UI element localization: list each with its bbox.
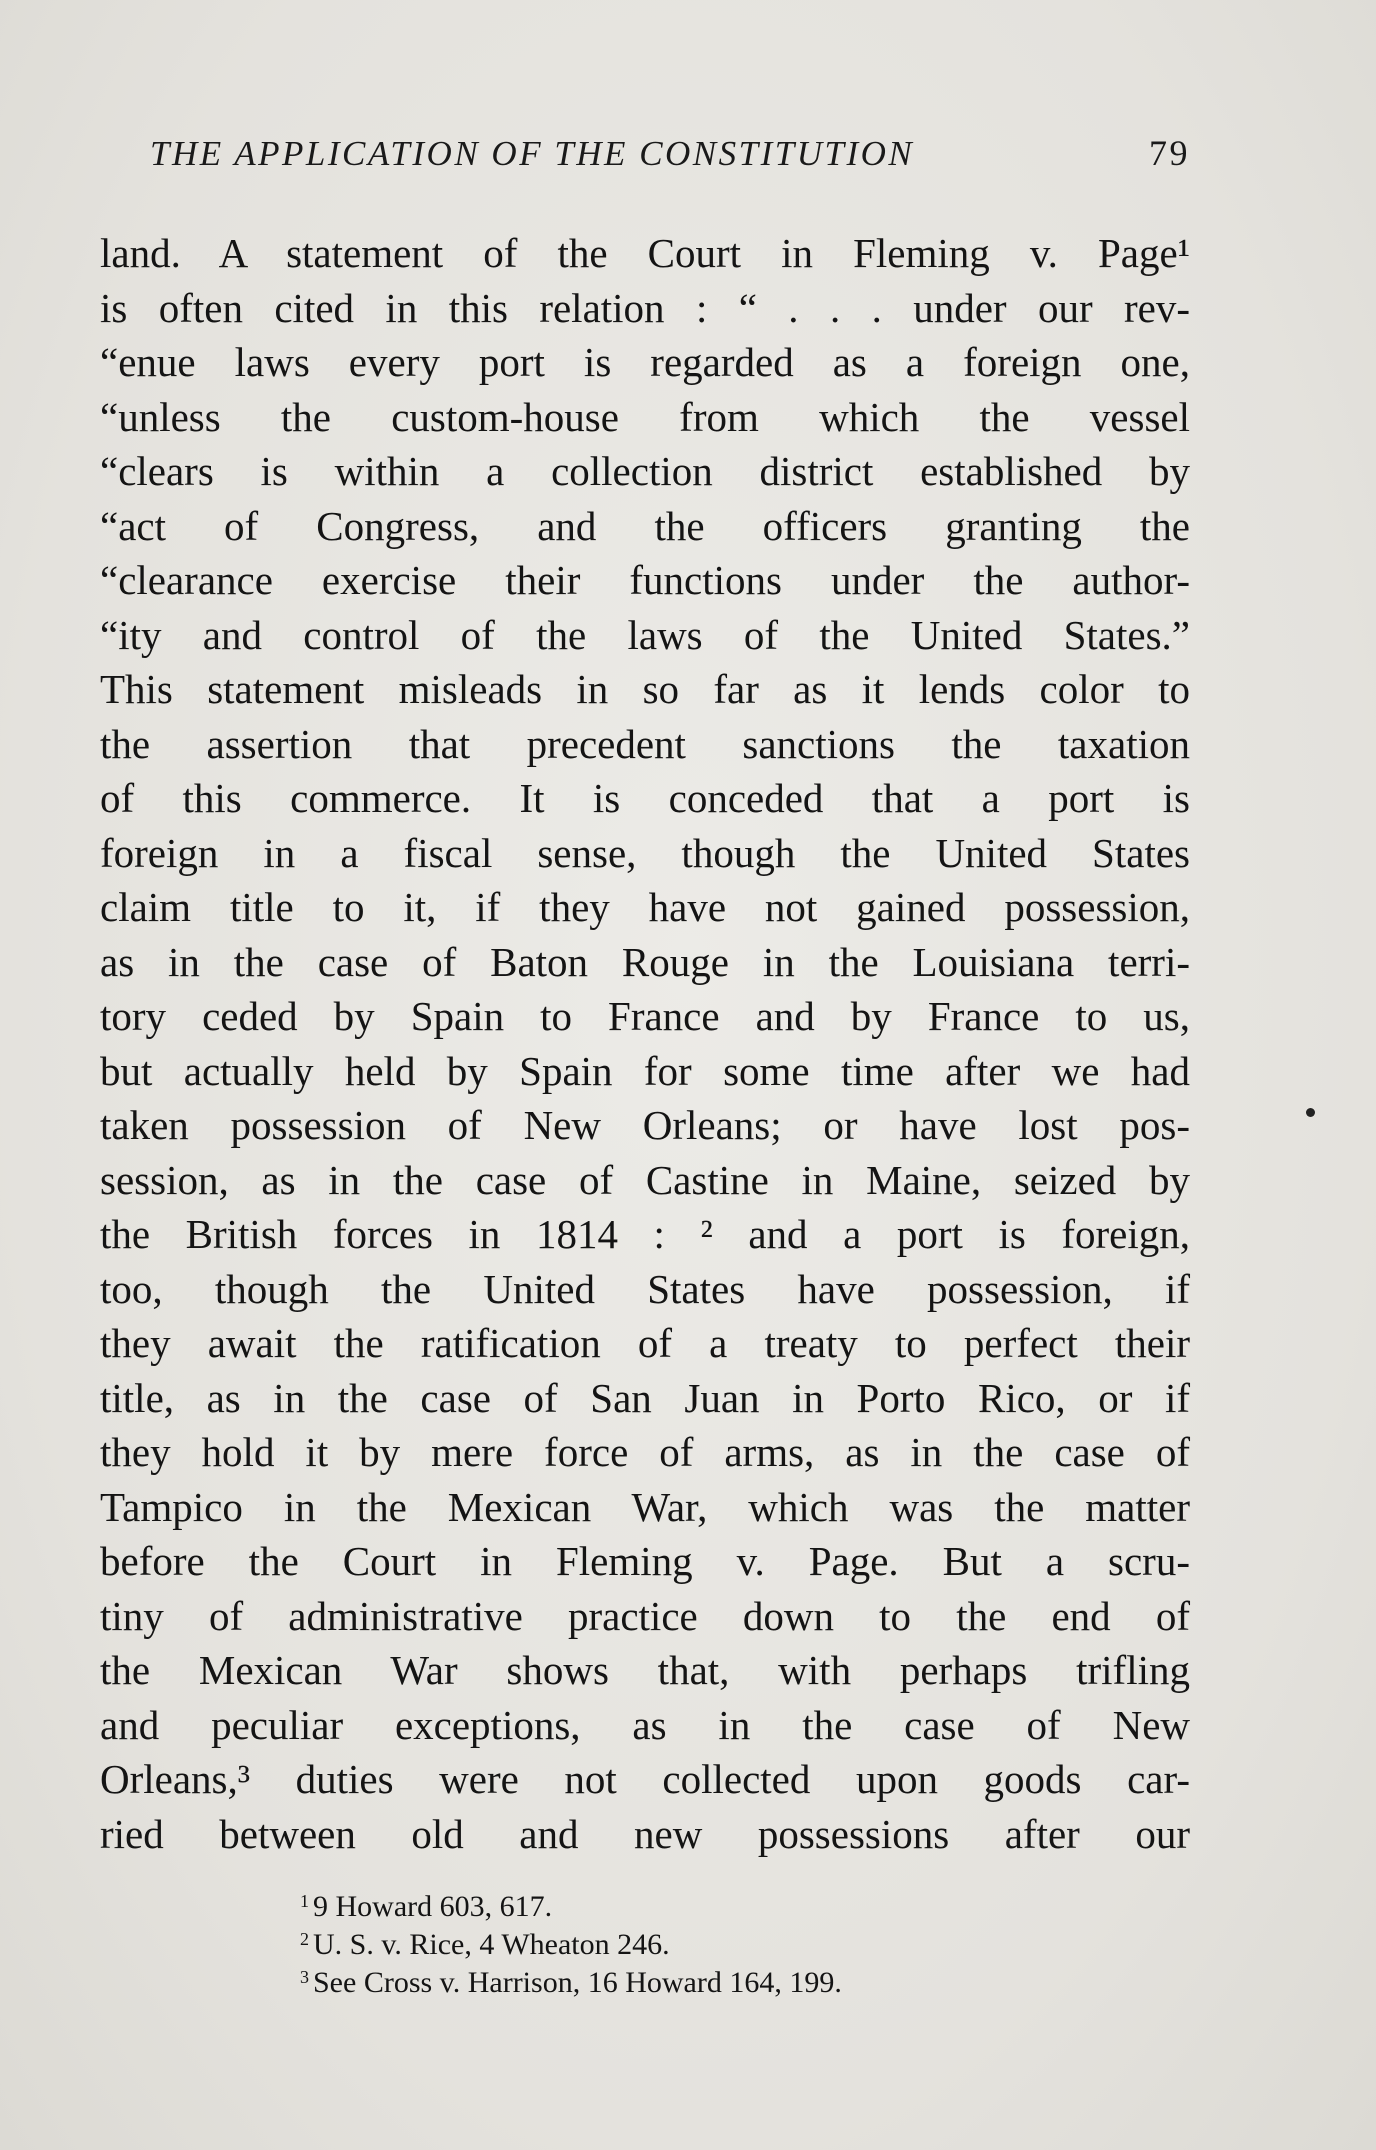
footnote-text: U. S. v. Rice, 4 Wheaton 246. (313, 1928, 670, 1961)
running-head (150, 132, 1190, 174)
text-line: tiny of administrative practice down to the end of (100, 1592, 1190, 1639)
body-text (100, 226, 1190, 1861)
footnote-2 (300, 1920, 842, 1961)
footnote-text: See Cross v. Harrison, 16 Howard 164, 199. (313, 1966, 842, 1999)
text-line: of this commerce. It is conceded that a port is (100, 775, 1190, 821)
text-line: “clears is within a collection district established by (100, 448, 1190, 494)
text-line: title, as in the case of San Juan in Porto Rico, or if (100, 1374, 1190, 1421)
text-line: they hold it by mere force of arms, as in the case of (100, 1429, 1190, 1475)
text-line: “enue laws every port is regarded as a foreign one, (100, 339, 1190, 385)
text-line: as in the case of Baton Rouge in the Louisiana terri- (100, 938, 1190, 985)
footnote-3 (300, 1958, 842, 1999)
text-line: the Mexican War shows that, with perhaps trifling (100, 1647, 1190, 1693)
text-line: the British forces in 1814 : ² and a port is foreign, (100, 1211, 1190, 1257)
text-line: claim title to it, if they have not gained possession, (100, 884, 1190, 930)
text-line: “unless the custom-house from which the vessel (100, 393, 1190, 440)
text-line: “act of Congress, and the officers granting the (100, 502, 1190, 549)
text-line: Tampico in the Mexican War, which was the matter (100, 1483, 1190, 1530)
text-line: “clearance exercise their functions under the author- (100, 557, 1190, 603)
footnote-marker: 3 (300, 1967, 309, 1987)
footnote-text: 9 Howard 603, 617. (313, 1890, 553, 1923)
text-line: taken possession of New Orleans; or have lost pos- (100, 1102, 1190, 1148)
text-line: ried between old and new possessions after our (100, 1810, 1190, 1857)
text-line: land. A statement of the Court in Fleming v. Page¹ (100, 230, 1190, 276)
text-line: is often cited in this relation : “ . . . under our rev- (100, 284, 1190, 331)
text-line: “ity and control of the laws of the United States.” (100, 611, 1190, 658)
text-line: session, as in the case of Castine in Maine, seized by (100, 1156, 1190, 1203)
text-line: This statement misleads in so far as it lends color to (100, 666, 1190, 712)
footnotes (300, 1882, 842, 1999)
footnote-marker: 2 (300, 1929, 309, 1949)
text-line: and peculiar exceptions, as in the case of New (100, 1701, 1190, 1748)
text-line: they await the ratification of a treaty to perfect their (100, 1320, 1190, 1366)
text-line: Orleans,³ duties were not collected upon goods car- (100, 1756, 1190, 1802)
running-head-title: THE APPLICATION OF THE CONSTITUTION (150, 134, 915, 173)
text-line: before the Court in Fleming v. Page. But a scru- (100, 1538, 1190, 1584)
text-line: but actually held by Spain for some time after we had (100, 1047, 1190, 1094)
page-number: 79 (1149, 133, 1190, 173)
text-line: too, though the United States have possession, if (100, 1265, 1190, 1312)
footnote-1 (300, 1882, 842, 1923)
text-line: tory ceded by Spain to France and by France to us, (100, 993, 1190, 1039)
ink-speck (1306, 1108, 1315, 1117)
text-line: foreign in a fiscal sense, though the United States (100, 829, 1190, 876)
text-line: the assertion that precedent sanctions the taxation (100, 720, 1190, 767)
footnote-marker: 1 (300, 1891, 309, 1911)
